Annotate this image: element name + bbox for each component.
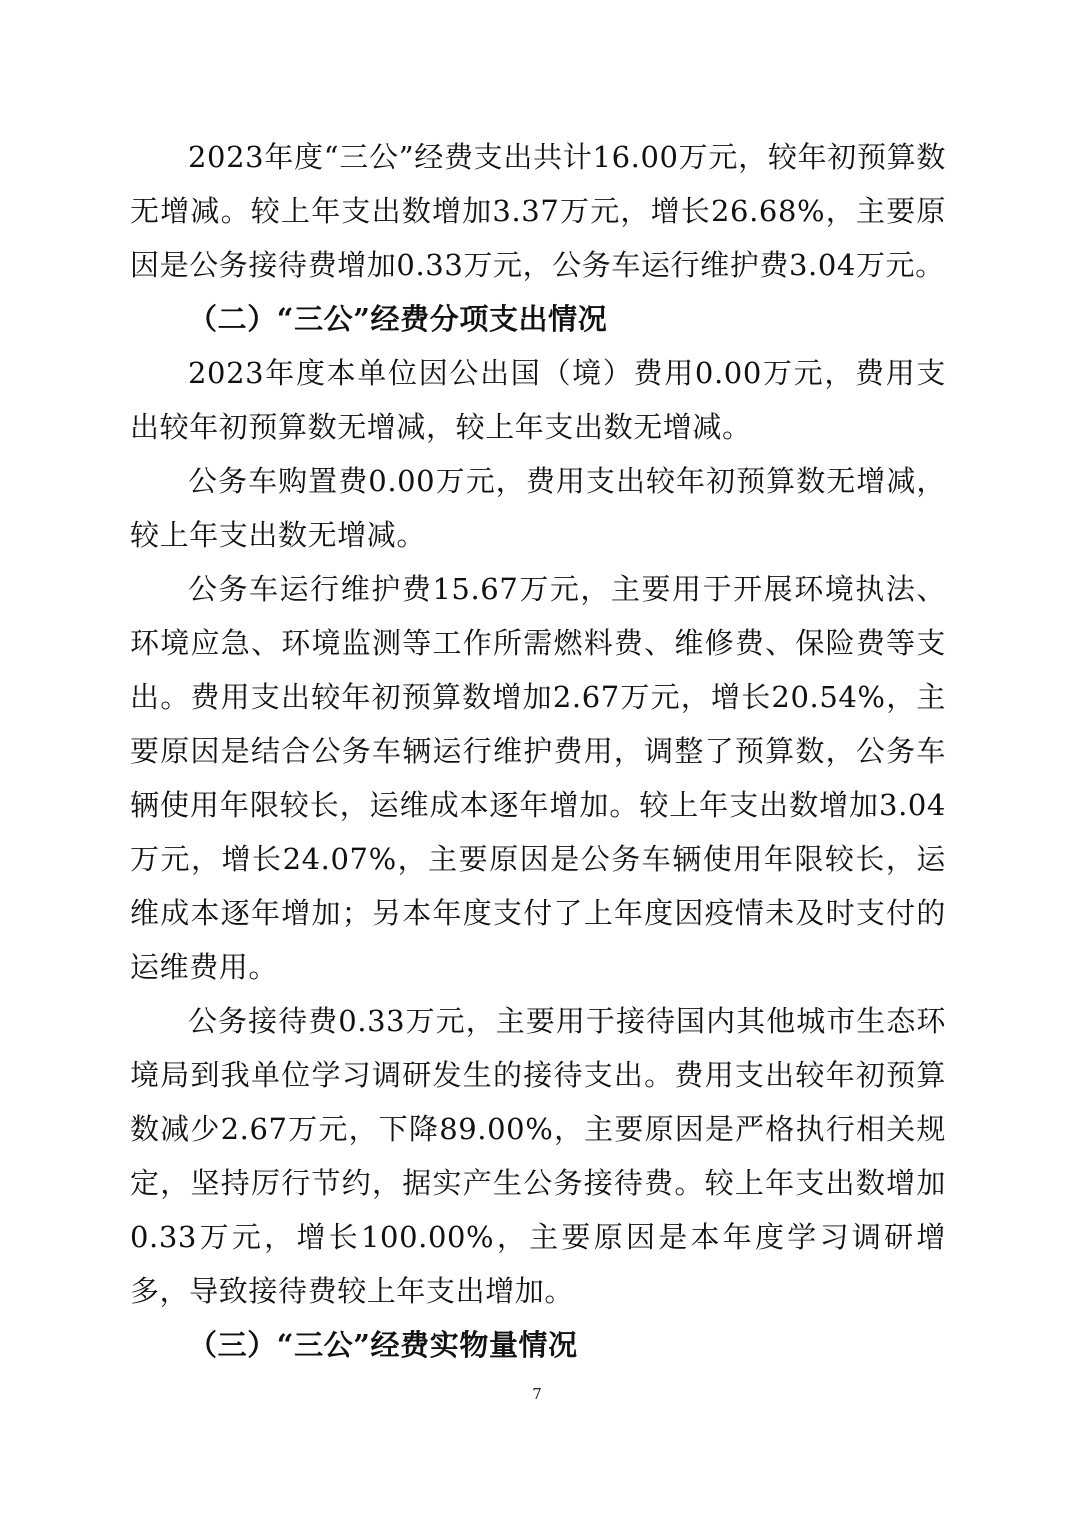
paragraph-vehicle-purchase: 公务车购置费0.00万元，费用支出较年初预算数无增减，较上年支出数无增减。 <box>130 464 946 552</box>
page-number: 7 <box>532 1385 542 1403</box>
section-heading-itemized: （二）“三公”经费分项支出情况 <box>188 302 608 336</box>
paragraph-total-expenditure: 2023年度“三公”经费支出共计16.00万元，较年初预算数无增减。较上年支出数增加3.37万元，增长26.68%，主要原因是公务接待费增加0.33万元，公务车运行维护费3.04万元。 <box>130 140 946 282</box>
section-heading-physical-quantity: （三）“三公”经费实物量情况 <box>188 1328 578 1362</box>
paragraph-overseas-travel: 2023年度本单位因公出国（境）费用0.00万元，费用支出较年初预算数无增减，较上年支出数无增减。 <box>130 356 946 444</box>
paragraph-reception: 公务接待费0.33万元，主要用于接待国内其他城市生态环境局到我单位学习调研发生的接待支出。费用支出较年初预算数减少2.67万元，下降89.00%，主要原因是严格执行相关规定，坚持厉行节约，据实产生公务接待费。较上年支出数增加0.33万元，增长100.00%，主要原因是本年度学习调研增多，导致接待费较上年支出增加。 <box>130 1004 946 1308</box>
document-body <box>130 130 946 1372</box>
paragraph-vehicle-maintenance: 公务车运行维护费15.67万元，主要用于开展环境执法、环境应急、环境监测等工作所需燃料费、维修费、保险费等支出。费用支出较年初预算数增加2.67万元，增长20.54%，主要原因是结合公务车辆运行维护费用，调整了预算数，公务车辆使用年限较长，运维成本逐年增加。较上年支出数增加3.04万元，增长24.07%，主要原因是公务车辆使用年限较长，运维成本逐年增加；另本年度支付了上年度因疫情未及时支付的运维费用。 <box>130 572 946 984</box>
